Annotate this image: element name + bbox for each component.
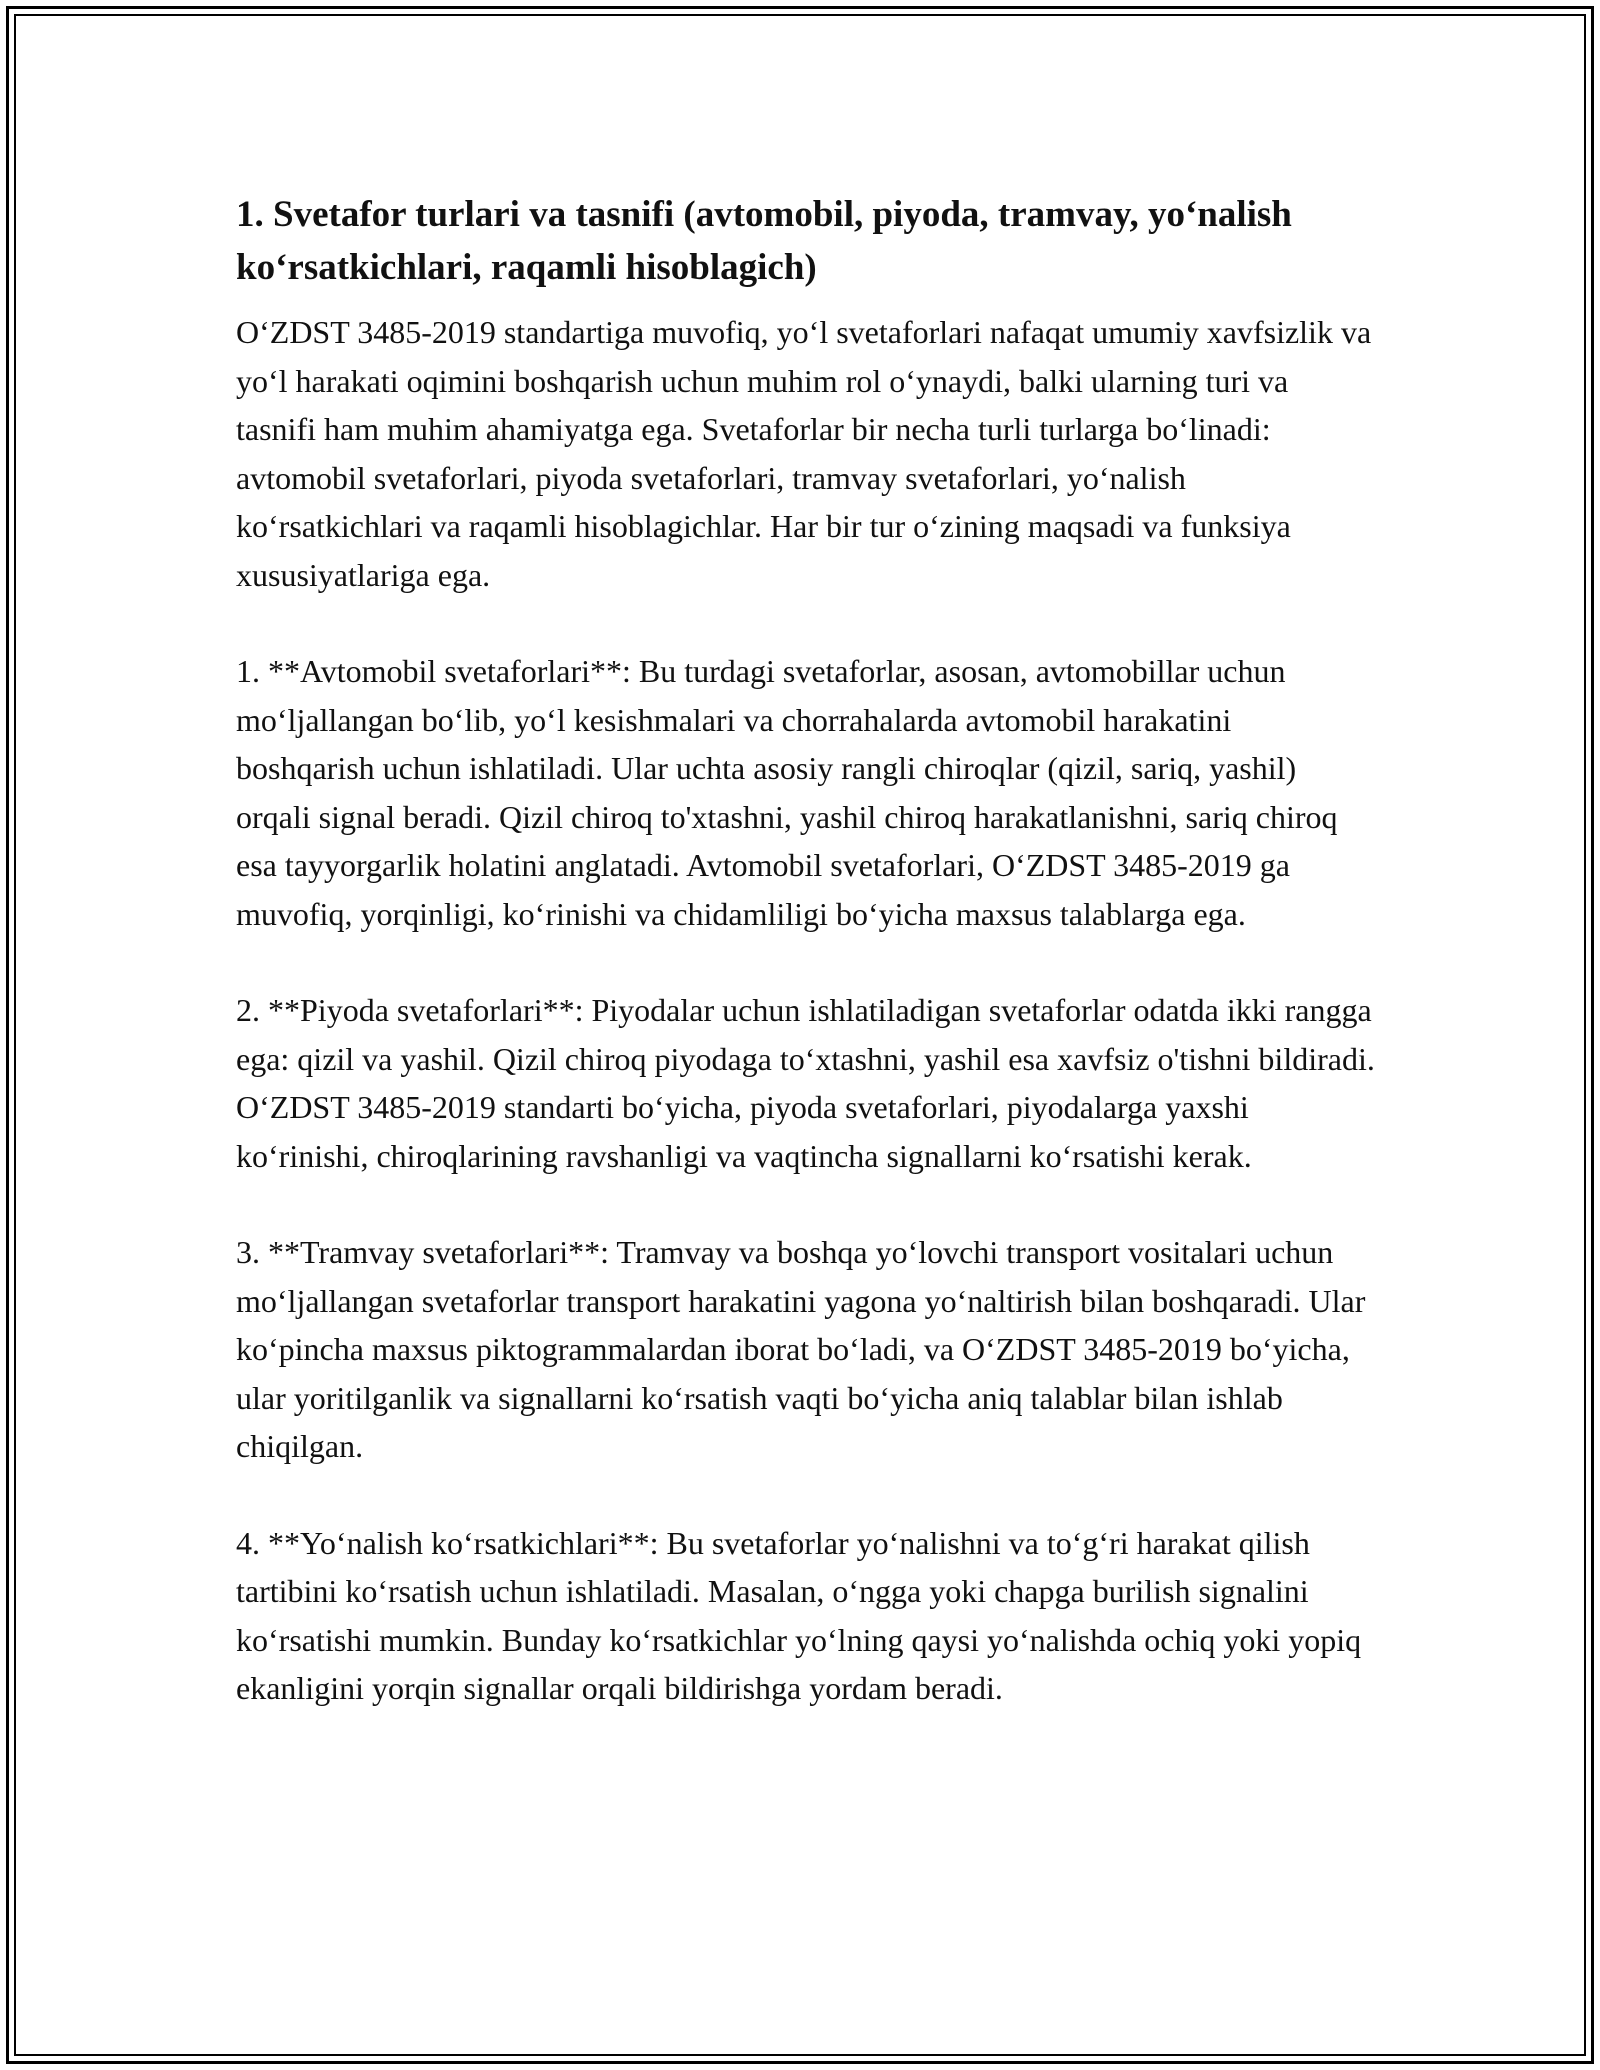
document-body [236, 188, 1376, 1761]
section-title: 1. Svetafor turlari va tasnifi (avtomobil, piyoda, tramvay, yo‘nalish ko‘rsatkichlari, raqamli hisoblagich) [236, 194, 1292, 288]
intro-paragraph: O‘ZDST 3485-2019 standartiga muvofiq, yo‘l svetaforlari nafaqat umumiy xavfsizlik va yo‘l harakati oqimini boshqarish uchun muhim rol o‘ynaydi, balki ularning turi va tasnifi ham muhim ahamiyatga ega. Svetaforlar bir necha turli turlarga bo‘linadi: avtomobil svetaforlari, piyoda svetaforlari, tramvay svetaforlari, yo‘nalish ko‘rsatkichlari va raqamli hisoblagichlar. Har bir tur o‘zining maqsadi va funksiya xususiyatlariga ega. [236, 314, 1372, 593]
paragraph-avtomobil-svetaforlari: 1. **Avtomobil svetaforlari**: Bu turdagi svetaforlar, asosan, avtomobillar uchun mo‘ljallangan bo‘lib, yo‘l kesishmalari va chorrahalarda avtomobil harakatini boshqarish uchun ishlatiladi. Ular uchta asosiy rangli chiroqlar (qizil, sariq, yashil) orqali signal beradi. Qizil chiroq to'xtashni, yashil chiroq harakatlanishni, sariq chiroq esa tayyorgarlik holatini anglatadi. Avtomobil svetaforlari, O‘ZDST 3485-2019 ga muvofiq, yorqinligi, ko‘rinishi va chidamliligi bo‘yicha maxsus talablarga ega. [236, 653, 1338, 932]
paragraph-yonalish-korsatkichlari: 4. **Yo‘nalish ko‘rsatkichlari**: Bu svetaforlar yo‘nalishni va to‘g‘ri harakat qilish tartibini ko‘rsatish uchun ishlatiladi. Masalan, o‘ngga yoki chapga burilish signalini ko‘rsatishi mumkin. Bunday ko‘rsatkichlar yo‘lning qaysi yo‘nalishda ochiq yoki yopiq ekanligini yorqin signallar orqali bildirishga yordam beradi. [236, 1524, 1362, 1706]
paragraph-piyoda-svetaforlari: 2. **Piyoda svetaforlari**: Piyodalar uchun ishlatiladigan svetaforlar odatda ikki rangga ega: qizil va yashil. Qizil chiroq piyodaga to‘xtashni, yashil esa xavfsiz o'tishni bildiradi. O‘ZDST 3485-2019 standarti bo‘yicha, piyoda svetaforlari, piyodalarga yaxshi ko‘rinishi, chiroqlarining ravshanligi va vaqtincha signallarni ko‘rsatishi kerak. [236, 992, 1375, 1174]
paragraph-tramvay-svetaforlari: 3. **Tramvay svetaforlari**: Tramvay va boshqa yo‘lovchi transport vositalari uchun mo‘ljallangan svetaforlar transport harakatini yagona yo‘naltirish bilan boshqaradi. Ular ko‘pincha maxsus piktogrammalardan iborat bo‘ladi, va O‘ZDST 3485-2019 bo‘yicha, ular yoritilganlik va signallarni ko‘rsatish vaqti bo‘yicha aniq talablar bilan ishlab chiqilgan. [236, 1234, 1366, 1464]
